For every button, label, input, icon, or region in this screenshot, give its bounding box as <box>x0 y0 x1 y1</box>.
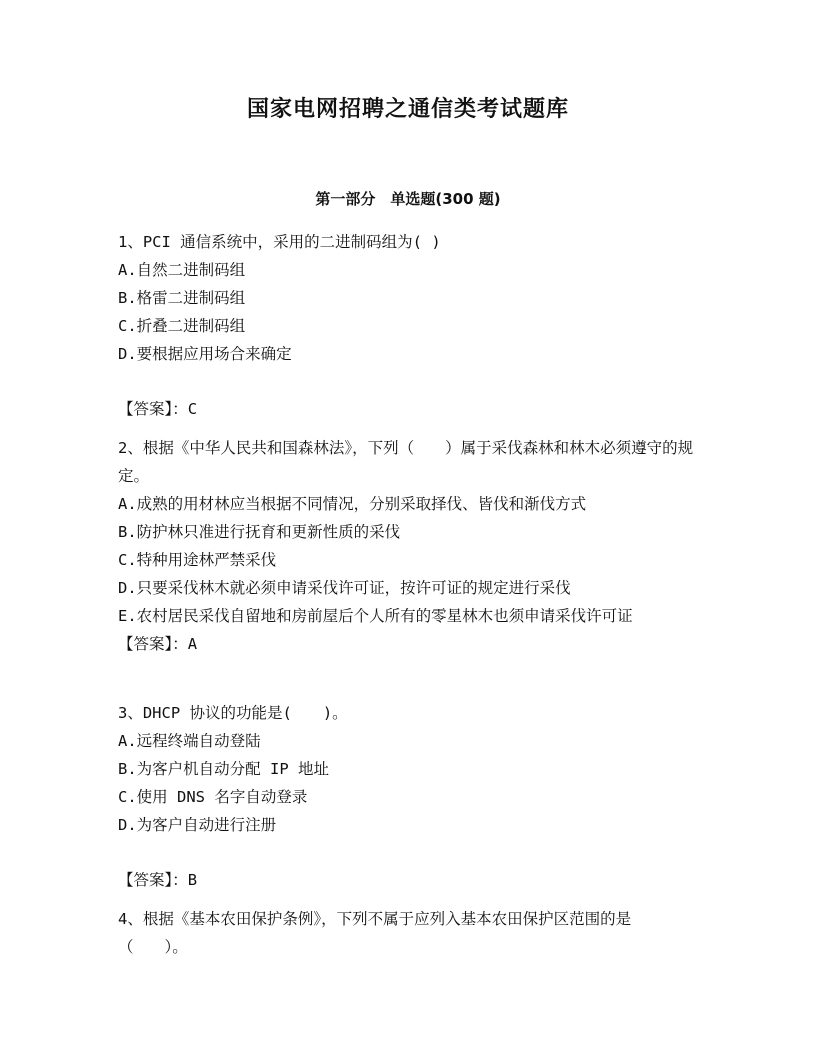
option-c: C.特种用途林严禁采伐 <box>118 551 277 569</box>
option-d: D.只要采伐林木就必须申请采伐许可证，按许可证的规定进行采伐 <box>118 579 571 597</box>
section-heading: 第一部分 单选题(300 题) <box>315 190 501 208</box>
question-1 <box>118 228 698 368</box>
option-b: B.防护林只准进行抚育和更新性质的采伐 <box>118 523 401 541</box>
question-4 <box>118 905 698 961</box>
answer-text: 【答案】：C <box>118 400 198 418</box>
question-2 <box>118 434 698 658</box>
option-c: C.使用 DNS 名字自动登录 <box>118 788 308 806</box>
question-stem: 3、DHCP 协议的功能是( )。 <box>118 704 348 722</box>
answer-3 <box>118 866 698 894</box>
option-c: C.折叠二进制码组 <box>118 317 246 335</box>
question-stem: 2、根据《中华人民共和国森林法》，下列（ ）属于采伐森林和林木必须遵守的规定。 <box>118 439 694 485</box>
question-3 <box>118 699 698 839</box>
option-d: D.要根据应用场合来确定 <box>118 345 292 363</box>
option-a: A.自然二进制码组 <box>118 261 246 279</box>
answer-text: 【答案】：B <box>118 871 198 889</box>
question-stem: 4、根据《基本农田保护条例》，下列不属于应列入基本农田保护区范围的是（ ）。 <box>118 910 632 956</box>
option-e: E.农村居民采伐自留地和房前屋后个人所有的零星林木也须申请采伐许可证 <box>118 607 633 625</box>
option-b: B.格雷二进制码组 <box>118 289 246 307</box>
question-stem: 1、PCI 通信系统中，采用的二进制码组为( ) <box>118 233 441 251</box>
document-title: 国家电网招聘之通信类考试题库 <box>246 96 569 122</box>
option-a: A.远程终端自动登陆 <box>118 732 261 750</box>
answer-text: 【答案】：A <box>118 635 198 653</box>
answer-1 <box>118 395 698 423</box>
option-b: B.为客户机自动分配 IP 地址 <box>118 760 329 778</box>
option-a: A.成熟的用材林应当根据不同情况，分别采取择伐、皆伐和渐伐方式 <box>118 495 587 513</box>
option-d: D.为客户自动进行注册 <box>118 816 277 834</box>
